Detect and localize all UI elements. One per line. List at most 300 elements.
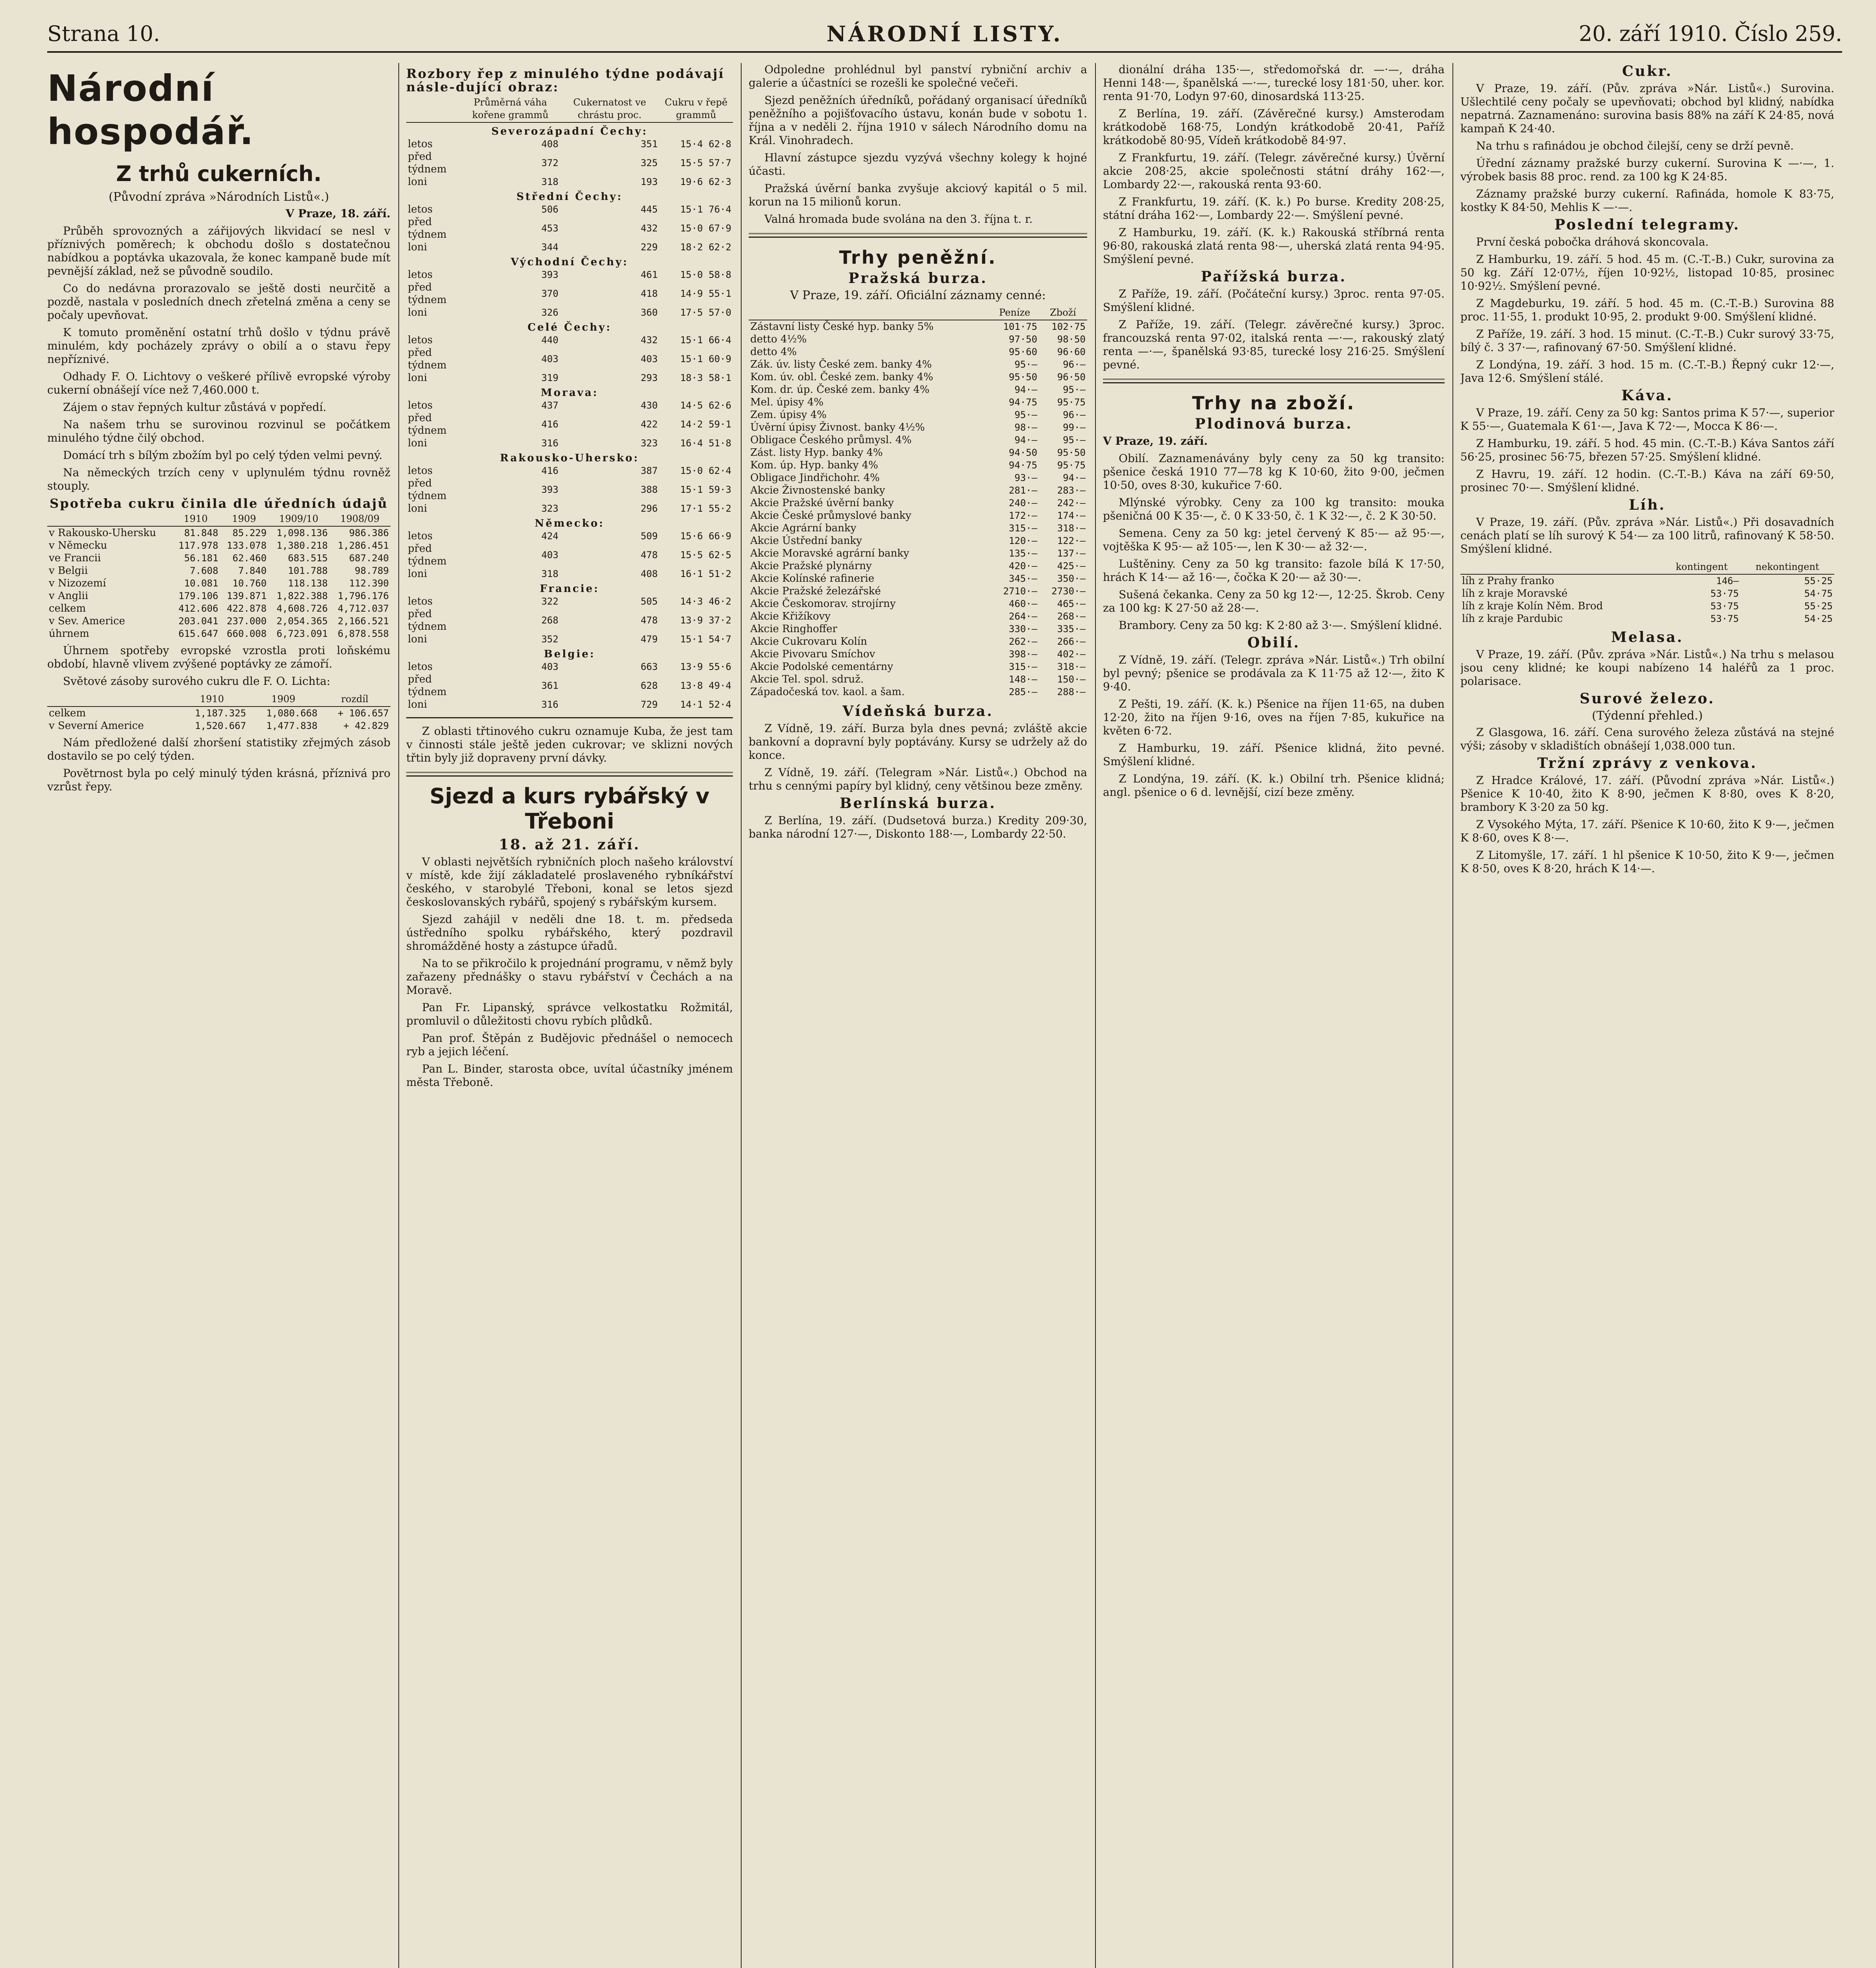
grain-title: Obilí. [1247, 634, 1301, 651]
table-cell: 14·9 55·1 [680, 288, 731, 299]
paragraph: Z Hamburku, 19. září. 5 hod. 45 min. (C.-T.-B.) Káva Santos září 56·25, prosinec 56·75, březen 57·25. Smýšlení klidné. [1460, 437, 1834, 463]
row-label: loni [408, 372, 427, 384]
paragraph: Pan L. Binder, starosta obce, uvítal účastníky jménem města Třeboně. [406, 1062, 733, 1089]
table-cell: 98·— [1014, 422, 1038, 433]
table-cell: 240·— [1008, 498, 1038, 509]
paragraph: dionální dráha 135·—, středomořská dr. —·—, dráha Henni 148·—, španělská —·—, turecké losy 181·50, uher. kor. renta 91·70, Lodyn 97·60, dinosardská 113·25. [1103, 63, 1445, 103]
row-label: v Sev. Americe [49, 615, 125, 627]
table-row [749, 383, 1087, 396]
table-row [406, 437, 733, 449]
divider [1103, 379, 1445, 383]
paragraph: Z Hamburku, 19. září. (K. k.) Rakouská stříbrná renta 96·80, rakouská zlatá renta 98·—, uherská zlatá renta 94·95. Smýšlení pevné. [1103, 226, 1445, 266]
table-cell: 54·25 [1804, 613, 1833, 624]
table-cell: 1,187.325 [195, 708, 246, 719]
table-cell: 101·75 [1003, 321, 1038, 332]
column-header [1460, 560, 1663, 574]
divider [406, 717, 733, 718]
row-label: před týdnem [408, 477, 447, 502]
berlin-title: Berlínská burza. [840, 795, 996, 812]
table-cell: 97·50 [1008, 334, 1038, 345]
paragraph: Odpoledne prohlédnul byl panství rybniční archiv a galerie a účastníci se rozešli ke společné večeři. [749, 63, 1087, 89]
column-rule [741, 63, 742, 1968]
table-cell: 94·— [1014, 435, 1038, 446]
table-cell: 95·— [1014, 359, 1038, 370]
table-cell: 6,878.558 [337, 628, 389, 639]
row-label: letos [408, 138, 433, 150]
table-cell: 285·— [1008, 686, 1038, 697]
table-cell: 393 [541, 484, 559, 495]
table-header-row [47, 692, 390, 707]
row-label: letos [408, 203, 433, 215]
table-cell: 15·6 66·9 [680, 531, 731, 542]
table-row [749, 346, 1087, 358]
paragraph: Domácí trh s bílým zbožím byl po celý týden velmi pevný. [63, 449, 383, 462]
table-cell: 318·— [1057, 523, 1086, 534]
column-header [749, 305, 990, 320]
region-row [406, 384, 733, 399]
region-label: Morava: [540, 387, 599, 399]
table-cell: 403 [541, 549, 559, 560]
table-row [406, 595, 733, 608]
table-cell: 10.081 [184, 578, 218, 589]
paragraph: Z Paříže, 19. září. (Telegr. závěrečné kursy.) 3proc. francouzská renta 97·02, italská renta —·—, rakouský zlatý renta —·—, španělská 93·85, turecké losy 216·25. Smýšlení pevné. [1103, 318, 1445, 371]
table-cell: 403 [640, 353, 658, 364]
table-cell: 15·5 62·5 [680, 549, 731, 560]
table-cell: 344 [541, 242, 559, 253]
column-header: nekontingent [1741, 560, 1834, 574]
row-label: loni [408, 503, 427, 514]
spirits-title: Líh. [1629, 497, 1666, 513]
table-cell: 388 [640, 484, 658, 495]
row-label: Akcie Moravské agrární banky [750, 547, 909, 559]
region-label: Celé Čechy: [527, 322, 612, 333]
vienna-title: Vídeňská burza. [842, 703, 994, 720]
table-cell: 315·— [1008, 661, 1038, 672]
table-cell: + 106.657 [337, 708, 389, 719]
row-label: Zástavní listy České hyp. banky 5% [750, 321, 934, 333]
paragraph: Z Londýna, 19. září. 3 hod. 15 m. (C.-T.-B.) Řepný cukr 12·—, Java 12·6. Smýšlení stálé. [1460, 358, 1834, 385]
table-cell: 370 [541, 288, 559, 299]
table-cell: 264·— [1008, 611, 1038, 622]
table-cell: 15·0 58·8 [680, 269, 731, 280]
table-cell: 13·8 49·4 [680, 680, 731, 691]
table-cell: 172·— [1008, 510, 1038, 521]
column-rule [1452, 63, 1453, 1968]
paragraph: Z Vysokého Mýta, 17. září. Pšenice K 10·60, žito K 9·—, ječmen K 8·60, oves K 8·—. [1460, 818, 1834, 844]
paragraph: Mlýnské výrobky. Ceny za 100 kg transito: mouka pšeničná 00 K 35·—, č. 0 K 33·50, č. 1 K 32·—, č. 2 K 30·50. [1103, 496, 1445, 522]
region-row [406, 580, 733, 595]
divider [406, 772, 733, 777]
table-cell: 18·3 58·1 [680, 372, 731, 383]
paragraph: Z Paříže, 19. září. (Počáteční kursy.) 3proc. renta 97·05. Smýšlení klidné. [1103, 287, 1445, 314]
table-cell: 319 [541, 372, 559, 383]
table-cell: 15·0 67·9 [680, 223, 731, 234]
paragraph: Povětrnost byla po celý minulý týden krásná, příznivá pro vzrůst řepy. [47, 767, 390, 793]
table-row [47, 602, 390, 615]
row-label: Akcie Cukrovaru Kolín [750, 636, 867, 647]
table-cell: 95·60 [1008, 346, 1038, 357]
table-row [749, 535, 1087, 547]
row-label: líh z kraje Kolín Něm. Brod [1462, 600, 1603, 612]
table-row [749, 333, 1087, 346]
table-cell: 437 [541, 400, 559, 411]
table-cell: 16·1 51·2 [680, 568, 731, 579]
column-header: 1909 [220, 512, 268, 526]
paragraph: Brambory. Ceny za 50 kg: K 2·80 až 3·—. Smýšlení klidné. [1119, 619, 1442, 632]
table-cell: 509 [640, 531, 658, 542]
table-row [47, 552, 390, 564]
table-cell: 53·75 [1710, 601, 1739, 612]
table-cell: 460·— [1008, 598, 1038, 609]
table-cell: 117.978 [178, 540, 218, 551]
column-header: kontingent [1663, 560, 1741, 574]
table-cell: 99·— [1063, 422, 1086, 433]
region-label: Německo: [535, 518, 605, 529]
table-cell: 1,822.388 [276, 590, 328, 601]
paragraph: Z Paříže, 19. září. 3 hod. 15 minut. (C.-T.-B.) Cukr surový 33·75, bílý č. 3 37·—, rafinovaný 67·50. Smýšlení klidné. [1460, 327, 1834, 354]
dateline: V Praze, 19. září. Oficiální záznamy cenné: [790, 289, 1046, 302]
paragraph: Průběh sprovozných a zářijových likvidací se nesl v příznivých poměrech; k obchodu došlo s dostatečnou nabídkou a poptávka ukazovala, že konec kampaně bude mít pevnější základ, než se původně soudilo. [47, 224, 390, 277]
table-cell: 316 [541, 699, 559, 710]
table-row [47, 627, 390, 640]
table-cell: 615.647 [178, 628, 218, 639]
paragraph: V oblasti největších rybničních ploch našeho království v místě, kde žijí základatelé proslaveného rybníkářství českého, v starobylé Třeboni, konal se letos sjezd českoslovanských rybářů, spojený s rybářským kursem. [406, 855, 733, 908]
row-label: Mel. úpisy 4% [750, 396, 824, 408]
table-row [749, 472, 1087, 484]
table-header-row [406, 95, 733, 122]
table-cell: 335·— [1057, 623, 1086, 634]
row-label: celkem [49, 603, 86, 614]
table-row [749, 585, 1087, 597]
grain-title: Plodinová burza. [1195, 416, 1353, 432]
alcohol-table [1460, 560, 1834, 625]
table-row [406, 673, 733, 698]
table-row [749, 497, 1087, 509]
table-row [1460, 587, 1834, 600]
column-header [47, 692, 176, 707]
iron-subtitle: (Týdenní přehled.) [1592, 709, 1703, 723]
table-row [406, 268, 733, 281]
table-row [749, 610, 1087, 623]
table-cell: 479 [640, 634, 658, 645]
table-cell: 53·75 [1710, 588, 1739, 599]
row-label: loni [408, 699, 427, 710]
region-row [406, 122, 733, 138]
table-cell: 15·5 57·7 [680, 157, 731, 168]
paragraph: Semena. Ceny za 50 kg: jetel červený K 85·— až 95·—, vojtěška K 95·— až 105·—, len K 30·— až 32·—. [1103, 527, 1445, 553]
table-cell: 95·— [1014, 409, 1038, 420]
table-cell: 4,712.037 [337, 603, 389, 614]
paragraph: Sjezd peněžních úředníků, pořádaný organisací úředníků peněžního a pojišťovacího ústavu, konán bude v sobotu 1. října a v neděli 2. října 1910 v sálech Národního domu na Král. Vinohradech. [749, 94, 1087, 147]
column-header: Průměrná váha kořene grammů [461, 95, 560, 122]
region-label: Východní Čechy: [511, 256, 629, 268]
bourse-title: Pražská burza. [848, 270, 988, 287]
row-label: v Belgii [49, 565, 88, 577]
table-row [406, 372, 733, 384]
row-label: líh z kraje Moravské [1462, 588, 1568, 599]
table-cell: 174·— [1057, 510, 1086, 521]
table-cell: 7.840 [238, 565, 267, 576]
table-cell: 7.608 [190, 565, 218, 576]
table-row [406, 346, 733, 372]
table-cell: 15·1 66·4 [680, 335, 731, 346]
column-header: 1908/09 [329, 512, 390, 526]
table-cell: + 42.829 [343, 720, 389, 731]
table-cell: 628 [640, 680, 658, 691]
table-cell: 445 [640, 204, 658, 215]
paragraph: Úřední záznamy pražské burzy cukerní. Surovina K —·—, 1. výrobek basis 88 proc. rend. za 100 kg K 24·85. [1460, 157, 1834, 183]
table-cell: 98·50 [1057, 334, 1086, 345]
table-cell: 432 [640, 335, 658, 346]
row-label: Obligace Jindřichohr. 4% [750, 472, 880, 484]
table-cell: 478 [640, 615, 658, 626]
table-row [406, 477, 733, 502]
region-row [406, 319, 733, 334]
row-label: Akcie Agrární banky [750, 522, 857, 534]
paragraph: Z Vídně, 19. září. Burza byla dnes pevná; zvláště akcie bankovní a dopravní byly poptávány. Kursy se udržely až do konce. [749, 722, 1087, 762]
table-row [749, 673, 1087, 686]
newspaper-title: NÁRODNÍ LISTY. [826, 21, 1063, 46]
paragraph: Z Vídně, 19. září. (Telegr. zpráva »Nár. Listů«.) Trh obilní byl pevný; pšenice se prodávala za K 11·75 až 12·—, žito K 9·40. [1103, 653, 1445, 693]
table-cell: 465·— [1057, 598, 1086, 609]
paragraph: Zájem o stav řepných kultur zůstává v popředí. [63, 401, 327, 414]
table-cell: 15·1 59·3 [680, 484, 731, 495]
table-row [47, 526, 390, 539]
paragraph: Odhady F. O. Lichtovy o veškeré přílivě evropské výroby cukerní obnášejí více než 7,460.000 t. [47, 370, 390, 396]
column-4 [1103, 63, 1445, 1968]
table-cell: 135·— [1008, 548, 1038, 559]
table-cell: 14·5 62·6 [680, 400, 731, 411]
row-label: letos [408, 661, 433, 673]
consumption-table [47, 512, 390, 640]
table-cell: 2,166.521 [337, 616, 389, 627]
row-label: loni [408, 307, 427, 318]
region-row [406, 253, 733, 268]
row-label: před týdnem [408, 281, 447, 306]
table-cell: 148·— [1008, 674, 1038, 685]
table-cell: 94·— [1014, 384, 1038, 395]
row-label: Akcie Pivovaru Smíchov [750, 648, 875, 660]
row-label: před týdnem [408, 216, 447, 240]
table-cell: 137·— [1057, 548, 1086, 559]
table-cell: 15·1 76·4 [680, 204, 731, 215]
row-label: v Rakousko-Uhersku [49, 527, 156, 539]
row-label: před týdnem [408, 412, 447, 437]
table-row [749, 421, 1087, 434]
table-cell: 193 [640, 176, 658, 187]
table-row [406, 412, 733, 437]
table-row [406, 241, 733, 253]
table-row [406, 502, 733, 515]
table-cell: 361 [541, 680, 559, 691]
paragraph: Pan Fr. Lipanský, správce velkostatku Rožmitál, promluvil o důležitosti chovu rybích plůdků. [406, 1001, 733, 1027]
table-cell: 13·9 37·2 [680, 615, 731, 626]
table-row [406, 138, 733, 150]
table-cell: 393 [541, 269, 559, 280]
paris-title: Pařížská burza. [1201, 268, 1347, 285]
table-row [1460, 612, 1834, 625]
table-cell: 101.788 [288, 565, 328, 576]
table-row [406, 176, 733, 188]
table-cell: 1,098.136 [276, 527, 328, 538]
table-row [406, 633, 733, 646]
paragraph: Obilí. Zaznamenávány byly ceny za 50 kg transito: pšenice česká 1910 77—78 kg K 10·60, žito 9·00, ječmen 10·50, oves 8·30, kukuřice 7·60. [1103, 452, 1445, 492]
table-cell: 1,796.176 [337, 590, 389, 601]
paragraph: Valná hromada bude svolána na den 3. října t. r. [764, 213, 1033, 226]
table-cell: 85.229 [232, 527, 267, 538]
table-cell: 203.041 [178, 616, 218, 627]
row-label: Akcie Pražské úvěrní banky [750, 497, 894, 509]
region-row [406, 646, 733, 660]
table-cell: 96·— [1063, 359, 1086, 370]
row-label: před týdnem [408, 673, 447, 698]
row-label: letos [408, 400, 433, 411]
table-row [406, 530, 733, 542]
paragraph: Nám předložené další zhoršení statistiky zřejmých zásob dostavilo se po celý týden. [47, 736, 390, 762]
table-cell: 293 [640, 372, 658, 383]
region-label: Belgie: [544, 648, 596, 660]
table-cell: 112.390 [349, 578, 389, 589]
table-cell: 387 [640, 465, 658, 476]
table-row [47, 720, 390, 732]
table-row [47, 707, 390, 720]
row-label: ve Francii [49, 552, 101, 564]
table-row [47, 615, 390, 627]
table-cell: 55·25 [1804, 601, 1833, 612]
paragraph: Světové zásoby surového cukru dle F. O. Lichta: [63, 675, 331, 688]
table-cell: 422 [640, 419, 658, 430]
table-cell: 146— [1716, 575, 1739, 586]
table-row [749, 459, 1087, 472]
row-label: letos [408, 465, 433, 477]
table-cell: 94·75 [1008, 460, 1038, 471]
row-label: v Anglii [49, 590, 89, 602]
table-cell: 478 [640, 549, 658, 560]
column-header: 1909/10 [268, 512, 329, 526]
table-cell: 17·1 55·2 [680, 503, 731, 514]
table-cell: 118.138 [288, 578, 328, 589]
paragraph: Pan prof. Štěpán z Budějovic přednášel o nemocech ryb a jejich léčení. [406, 1032, 733, 1058]
table-row [1460, 574, 1834, 587]
row-label: v Severní Americe [49, 720, 144, 732]
table-cell: 663 [640, 661, 658, 672]
table-cell: 1,380.218 [276, 540, 328, 551]
table-row [1460, 600, 1834, 612]
beet-table-title: Rozbory řep z minulého týdne podávají násle-dující obraz: [406, 66, 725, 94]
table-cell: 316 [541, 438, 559, 449]
table-cell: 96·50 [1057, 372, 1086, 383]
row-label: Akcie Živnostenské banky [750, 485, 885, 496]
row-label: v Nizozemí [49, 577, 106, 589]
table-row [47, 564, 390, 577]
table-row [406, 660, 733, 673]
row-label: loni [408, 568, 427, 580]
column-header: Cukru v řepě grammů [659, 95, 733, 122]
table-cell: 18·2 62·2 [680, 242, 731, 253]
table-cell: 318·— [1057, 661, 1086, 672]
table-row [749, 396, 1087, 409]
table-cell: 315·— [1008, 523, 1038, 534]
stocks-table [47, 692, 390, 732]
row-label: Akcie Ústřední banky [750, 535, 862, 547]
table-cell: 1,520.667 [195, 720, 246, 731]
table-cell: 102·75 [1051, 321, 1086, 332]
row-label: Západočeská tov. kaol. a šam. [750, 686, 905, 698]
table-header-row [1460, 560, 1834, 574]
paragraph: Sušená čekanka. Ceny za 50 kg 12·—, 12·25. Škrob. Ceny za 100 kg: K 27·50 až 28·—. [1103, 588, 1445, 614]
table-cell: 403 [541, 661, 559, 672]
column-header: rozdíl [319, 692, 390, 707]
table-header-row [47, 512, 390, 526]
paragraph: V Praze, 19. září. (Pův. zpráva »Nár. Listů«.) Při dosavadních cenách platí se líh surový K 54·— za 100 litrů, rafinovaný K 58·50. Smýšlení klidné. [1460, 516, 1834, 555]
table-cell: 266·— [1057, 636, 1086, 647]
iron-title: Surové železo. [1580, 690, 1715, 707]
region-label: Střední Čechy: [516, 191, 623, 203]
paragraph: Luštěniny. Ceny za 50 kg transito: fazole bílá K 17·50, hrách K 14·— až 16·—, čočka K 20·— až 30·—. [1103, 557, 1445, 584]
beet-analysis-table [406, 95, 733, 711]
table-cell: 53·75 [1710, 613, 1739, 624]
article-title: Sjezd a kurs rybářský v Třeboni [429, 784, 710, 834]
table-row [47, 590, 390, 602]
page-header [47, 16, 1842, 53]
paragraph: Z Londýna, 19. září. (K. k.) Obilní trh. Pšenice klidná; angl. pšenice o 6 d. levnější, cizí beze změny. [1103, 772, 1445, 799]
column-header [47, 512, 172, 526]
table-cell: 402·— [1057, 649, 1086, 660]
table-row [406, 216, 733, 241]
row-label: Zást. listy Hyp. banky 4% [750, 447, 883, 459]
table-cell: 2730·— [1051, 586, 1086, 597]
row-label: Akcie Ringhoffer [750, 623, 838, 635]
region-label: Severozápadní Čechy: [491, 126, 648, 137]
table-cell: 98.789 [355, 565, 389, 576]
paragraph: Na německých trzích ceny v uplynulém týdnu rovněž stouply. [47, 466, 390, 492]
column-header: Zboží [1039, 305, 1087, 320]
column-rule [1095, 63, 1096, 1968]
table-row [749, 597, 1087, 610]
paragraph: Z Hradce Králové, 17. září. (Původní zpráva »Nár. Listů«.) Pšenice K 10·40, žito K 8·90, ječmen K 8·80, oves K 8·20, brambory K 3·20 za 50 kg. [1460, 774, 1834, 814]
page-number: Strana 10. [47, 21, 160, 46]
table-row [749, 320, 1087, 333]
column-1 [47, 63, 390, 1968]
row-label: úhrnem [49, 628, 89, 640]
row-label: loni [408, 176, 427, 188]
table-row [749, 434, 1087, 446]
table-cell: 398·— [1008, 649, 1038, 660]
table-row [749, 509, 1087, 522]
row-label: Úvěrní úpisy Živnost. banky 4½% [750, 422, 925, 433]
table-cell: 416 [541, 419, 559, 430]
table-cell: 56.181 [184, 553, 218, 564]
article-source: (Původní zpráva »Národních Listů«.) [108, 190, 329, 204]
table-cell: 242·— [1057, 498, 1086, 509]
table-cell: 95·— [1063, 384, 1086, 395]
column-header: Peníze [990, 305, 1039, 320]
table-cell: 323 [541, 503, 559, 514]
table-row [749, 572, 1087, 585]
paragraph: Z Pešti, 19. září. (K. k.) Pšenice na říjen 11·65, na duben 12·20, žito na říjen 9·16, oves na říjen 7·85, kukuřice na květen 6·72. [1103, 697, 1445, 737]
table-cell: 283·— [1057, 485, 1086, 496]
table-cell: 420·— [1008, 560, 1038, 572]
table-cell: 15·0 62·4 [680, 465, 731, 476]
table-cell: 453 [541, 223, 559, 234]
row-label: před týdnem [408, 543, 447, 567]
table-cell: 323 [640, 438, 658, 449]
table-cell: 262·— [1008, 636, 1038, 647]
table-cell: 2710·— [1003, 586, 1038, 597]
paragraph: V Praze, 19. září. (Pův. zpráva »Nár. Listů«.) Na trhu s melasou jsou ceny klidné; ke koupi nabízeno 14 haléřů za 1 proc. polarisace. [1460, 648, 1834, 688]
row-label: Kom. úp. Hyp. banky 4% [750, 459, 878, 471]
row-label: Akcie Křižíkovy [750, 610, 831, 622]
